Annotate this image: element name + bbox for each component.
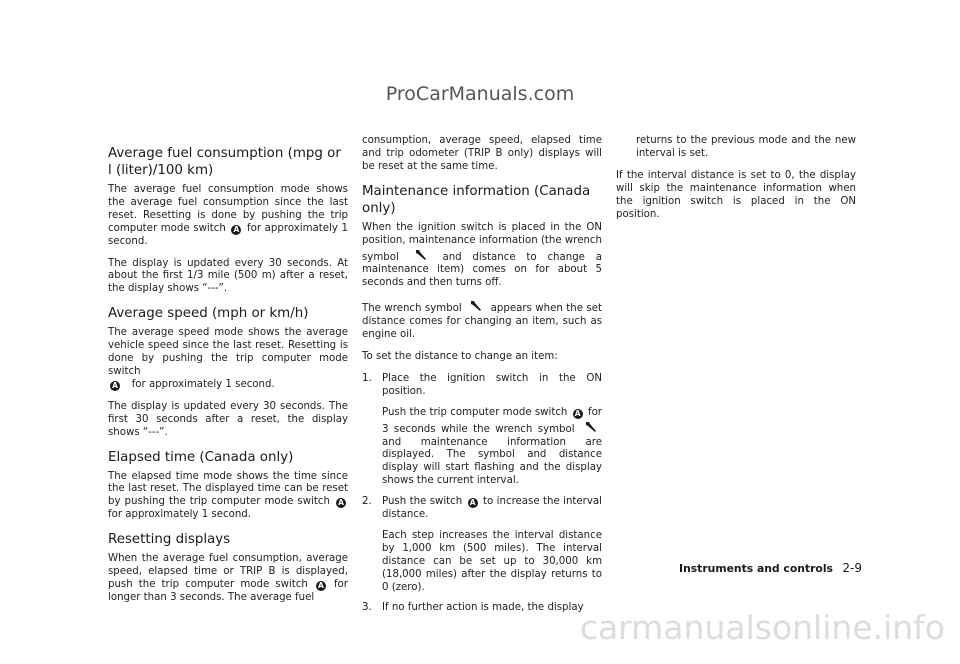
wrench-icon bbox=[584, 420, 598, 434]
list-item-2-detail: Each step increases the interval distance by 1,000 km (500 miles). The interval distance can be set up to 30,000 km (18,000 miles) after the display returns to 0 (zero). bbox=[382, 529, 602, 593]
heading-maintenance: Maintenance information (Canada only) bbox=[362, 183, 591, 216]
list-item-1: 1. Place the ignition switch in the ON position. Push the trip computer mode switch A for 3 seconds while the wrench symbol and maintenance information are displayed. The symbol and distance display will start flashing and the display shows the current interval. bbox=[362, 372, 602, 487]
watermark-top: ProCarManuals.com bbox=[385, 83, 575, 105]
switch-a-icon: A bbox=[336, 498, 346, 508]
maintenance-paragraph-3: To set the distance to change an item: bbox=[362, 350, 558, 362]
avg-speed-paragraph-2: The display is updated every 30 seconds. The first 30 seconds after a reset, the display shows “---”. bbox=[108, 400, 348, 438]
reset-continuation: consumption, average speed, elapsed time and trip odometer (TRIP B only) displays will be reset at the same time. bbox=[362, 135, 602, 172]
switch-a-icon: A bbox=[573, 409, 583, 419]
switch-a-icon: A bbox=[316, 581, 326, 591]
wrench-icon bbox=[414, 248, 428, 262]
heading-resetting-displays: Resetting displays bbox=[108, 532, 231, 548]
list-item-3: 3. If no further action is made, the display bbox=[362, 602, 584, 614]
column-3 bbox=[616, 135, 856, 230]
resetting-paragraph-1: When the average fuel consumption, average speed, elapsed time or TRIP B is displayed, push the trip computer mode switch A for longer than 3 seconds. The average fuel bbox=[108, 553, 348, 603]
watermark-bottom: carmanualsonline.info bbox=[579, 608, 945, 647]
avg-speed-paragraph-1: The average speed mode shows the average vehicle speed since the last reset. Resetting is done by pushing the trip computer mode switch A for approximately 1 second. bbox=[108, 327, 348, 390]
wrench-icon bbox=[469, 299, 483, 313]
maintenance-paragraph-2: The wrench symbol appears when the set distance comes for changing an item, such as engine oil. bbox=[362, 299, 602, 342]
switch-a-icon: A bbox=[110, 381, 120, 391]
column-2 bbox=[362, 135, 602, 623]
elapsed-paragraph-1: The elapsed time mode shows the time since the last reset. The displayed time can be reset by pushing the trip computer mode switch A for approximately 1 second. bbox=[108, 470, 348, 521]
list-item-3-continuation: returns to the previous mode and the new interval is set. bbox=[636, 135, 856, 159]
switch-a-icon: A bbox=[231, 225, 241, 235]
maintenance-paragraph-1: When the ignition switch is placed in the ON position, maintenance information (the wrench symbol and distance to change a maintenance item) comes on for about 5 seconds and then turns off. bbox=[362, 221, 603, 289]
heading-average-speed: Average speed (mph or km/h) bbox=[108, 306, 309, 322]
list-item-1-detail: Push the trip computer mode switch A for 3 seconds while the wrench symbol and maintenance information are displayed. The symbol and distance display will start flashing and the display shows the current interval. bbox=[382, 406, 602, 487]
interval-zero-paragraph: If the interval distance is set to 0, the display will skip the maintenance information when the ignition switch is placed in the ON position. bbox=[616, 169, 856, 220]
avg-fuel-paragraph-1: The average fuel consumption mode shows the average fuel consumption since the last reset. Resetting is done by pushing the trip computer mode switch A for approximately 1 second. bbox=[108, 184, 348, 247]
heading-average-fuel: Average fuel consumption (mpg or l (liter)/100 km) bbox=[108, 146, 341, 178]
switch-a-icon: A bbox=[468, 498, 478, 508]
page-number: 2-9 bbox=[842, 561, 862, 575]
column-1 bbox=[108, 145, 348, 614]
footer-section-title: Instruments and controls bbox=[679, 562, 833, 575]
avg-fuel-paragraph-2: The display is updated every 30 seconds. At about the first 1/3 mile (500 m) after a reset, the display shows “---”. bbox=[108, 257, 348, 295]
heading-elapsed-time: Elapsed time (Canada only) bbox=[108, 449, 294, 465]
list-item-2: 2. Push the switch A to increase the interval distance. Each step increases the interval distance by 1,000 km (500 miles). The interval distance can be set up to 30,000 km (18,000 miles) after the display returns to 0 (zero). bbox=[362, 496, 602, 593]
page-footer bbox=[600, 561, 862, 575]
